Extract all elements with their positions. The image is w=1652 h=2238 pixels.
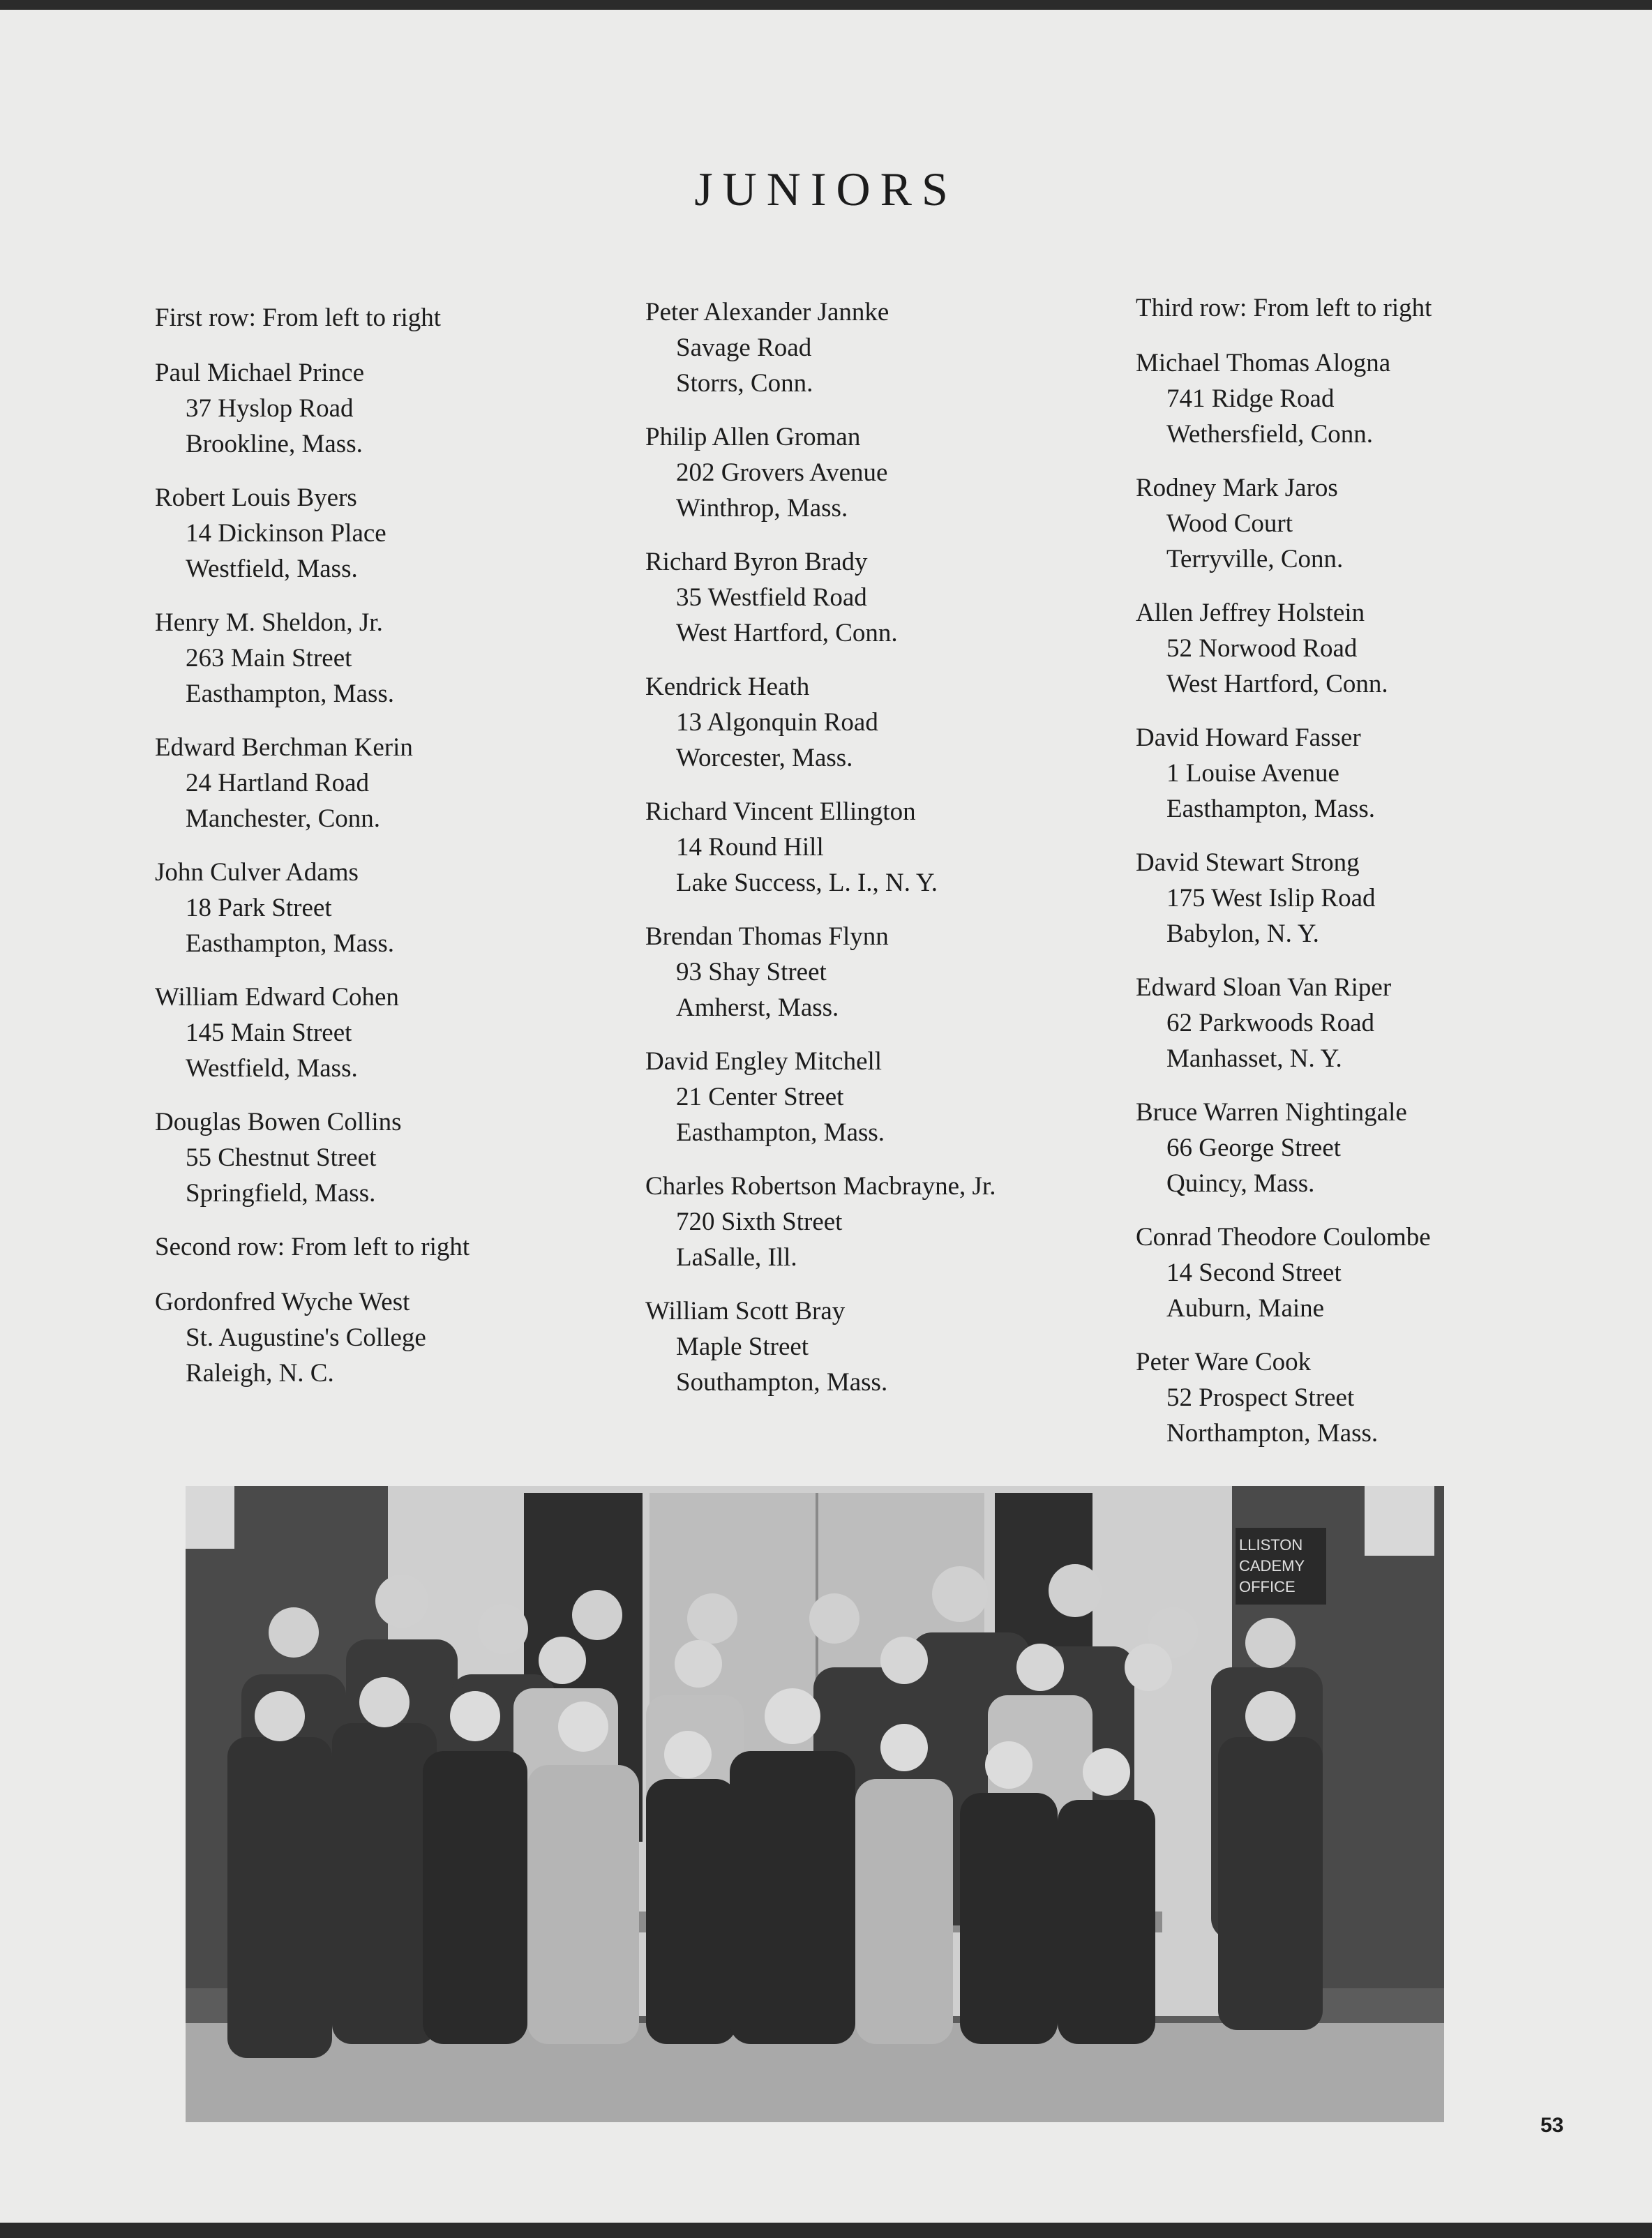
student-street: St. Augustine's College xyxy=(186,1323,426,1352)
student-city: Southampton, Mass. xyxy=(676,1368,888,1397)
student-city: Easthampton, Mass. xyxy=(186,929,395,958)
student-street: 13 Algonquin Road xyxy=(676,708,878,737)
student-name: William Edward Cohen xyxy=(155,983,399,1012)
student-entry xyxy=(1136,1344,1610,1451)
student-name: Peter Ware Cook xyxy=(1136,1348,1312,1376)
page-number: 53 xyxy=(1540,2114,1564,2137)
student-name: Richard Byron Brady xyxy=(645,548,868,576)
student-name: Edward Sloan Van Riper xyxy=(1136,973,1392,1002)
roster-column-2 xyxy=(645,294,1120,1418)
student-city: Westfield, Mass. xyxy=(186,1054,358,1083)
student-name: Brendan Thomas Flynn xyxy=(645,922,889,951)
student-street: 202 Grovers Avenue xyxy=(676,458,888,487)
student-entry xyxy=(155,855,629,961)
student-street: 1 Louise Avenue xyxy=(1166,759,1339,788)
student-city: Storrs, Conn. xyxy=(676,369,813,398)
student-name: William Scott Bray xyxy=(645,1297,846,1325)
student-name: Kendrick Heath xyxy=(645,673,810,701)
yearbook-page xyxy=(0,10,1652,2223)
student-name: Robert Louis Byers xyxy=(155,483,357,512)
student-city: Raleigh, N. C. xyxy=(186,1359,334,1388)
student-street: 52 Norwood Road xyxy=(1166,634,1358,663)
student-name: Paul Michael Prince xyxy=(155,359,365,387)
student-entry xyxy=(645,544,1120,651)
student-entry xyxy=(1136,1219,1610,1326)
student-city: Terryville, Conn. xyxy=(1166,545,1344,573)
page-title: JUNIORS xyxy=(694,163,958,216)
student-entry xyxy=(645,294,1120,401)
student-entry xyxy=(645,1169,1120,1275)
student-street: 14 Dickinson Place xyxy=(186,519,386,548)
student-name: Bruce Warren Nightingale xyxy=(1136,1098,1407,1127)
student-name: John Culver Adams xyxy=(155,858,359,887)
student-street: 14 Second Street xyxy=(1166,1259,1342,1287)
student-entry xyxy=(1136,345,1610,452)
student-name: Edward Berchman Kerin xyxy=(155,733,413,762)
student-city: Manchester, Conn. xyxy=(186,804,381,833)
student-entry xyxy=(1136,595,1610,702)
roster-column-3 xyxy=(1136,290,1610,1469)
group-photo-illustration xyxy=(186,1486,1444,2122)
student-street: 66 George Street xyxy=(1166,1134,1342,1162)
student-entry xyxy=(155,730,629,836)
student-street: 52 Prospect Street xyxy=(1166,1383,1355,1412)
student-street: Wood Court xyxy=(1166,509,1293,538)
student-entry xyxy=(1136,470,1610,577)
student-name: Rodney Mark Jaros xyxy=(1136,474,1338,502)
student-entry xyxy=(1136,970,1610,1076)
student-name: Conrad Theodore Coulombe xyxy=(1136,1223,1431,1252)
student-entry xyxy=(155,1284,629,1391)
student-street: 37 Hyslop Road xyxy=(186,394,354,423)
student-city: Babylon, N. Y. xyxy=(1166,919,1319,948)
student-entry xyxy=(155,480,629,587)
student-city: Easthampton, Mass. xyxy=(186,679,395,708)
student-street: 35 Westfield Road xyxy=(676,583,867,612)
student-city: Springfield, Mass. xyxy=(186,1179,376,1208)
row-heading: Third row: From left to right xyxy=(1136,294,1432,322)
student-entry xyxy=(155,355,629,462)
student-city: Auburn, Maine xyxy=(1166,1294,1325,1323)
student-street: 720 Sixth Street xyxy=(676,1208,843,1236)
student-street: 263 Main Street xyxy=(186,644,352,673)
student-city: Amherst, Mass. xyxy=(676,993,839,1022)
student-street: 93 Shay Street xyxy=(676,958,827,986)
student-entry xyxy=(1136,845,1610,952)
student-city: Easthampton, Mass. xyxy=(676,1118,885,1147)
student-street: 62 Parkwoods Road xyxy=(1166,1009,1375,1037)
student-city: Westfield, Mass. xyxy=(186,555,358,583)
student-city: Winthrop, Mass. xyxy=(676,494,848,523)
student-name: Michael Thomas Alogna xyxy=(1136,349,1391,377)
sign-line-2: CADEMY xyxy=(1239,1557,1305,1575)
student-name: Charles Robertson Macbrayne, Jr. xyxy=(645,1172,996,1201)
sign-line-3: OFFICE xyxy=(1239,1578,1296,1595)
sign-line-1: LLISTON xyxy=(1239,1536,1303,1554)
student-street: 741 Ridge Road xyxy=(1166,384,1335,413)
student-city: Worcester, Mass. xyxy=(676,744,853,772)
student-entry xyxy=(155,605,629,712)
student-entry xyxy=(1136,1095,1610,1201)
student-city: Quincy, Mass. xyxy=(1166,1169,1315,1198)
student-street: 175 West Islip Road xyxy=(1166,884,1376,913)
student-entry xyxy=(645,1044,1120,1150)
student-street: 21 Center Street xyxy=(676,1083,844,1111)
student-city: Lake Success, L. I., N. Y. xyxy=(676,869,938,897)
student-entry xyxy=(645,794,1120,901)
student-name: Allen Jeffrey Holstein xyxy=(1136,599,1365,627)
student-street: Maple Street xyxy=(676,1332,809,1361)
student-city: Wethersfield, Conn. xyxy=(1166,420,1374,449)
class-group-photo xyxy=(186,1486,1444,2122)
student-street: Savage Road xyxy=(676,333,812,362)
student-entry xyxy=(645,419,1120,526)
student-name: Richard Vincent Ellington xyxy=(645,797,916,826)
student-entry xyxy=(1136,720,1610,827)
student-street: 55 Chestnut Street xyxy=(186,1143,377,1172)
student-name: David Stewart Strong xyxy=(1136,848,1360,877)
student-entry xyxy=(645,1293,1120,1400)
student-name: David Engley Mitchell xyxy=(645,1047,883,1076)
student-city: Northampton, Mass. xyxy=(1166,1419,1379,1448)
student-entry xyxy=(155,1104,629,1211)
student-name: Henry M. Sheldon, Jr. xyxy=(155,608,383,637)
student-name: Peter Alexander Jannke xyxy=(645,298,889,326)
student-name: Gordonfred Wyche West xyxy=(155,1288,410,1316)
student-street: 145 Main Street xyxy=(186,1019,352,1047)
student-street: 18 Park Street xyxy=(186,894,332,922)
roster-column-1 xyxy=(155,300,629,1409)
student-city: Brookline, Mass. xyxy=(186,430,363,458)
student-name: Philip Allen Groman xyxy=(645,423,861,451)
student-street: 14 Round Hill xyxy=(676,833,824,862)
student-city: Easthampton, Mass. xyxy=(1166,795,1376,823)
student-name: Douglas Bowen Collins xyxy=(155,1108,402,1136)
student-city: West Hartford, Conn. xyxy=(676,619,898,647)
student-city: West Hartford, Conn. xyxy=(1166,670,1388,698)
student-entry xyxy=(155,979,629,1086)
student-entry xyxy=(645,919,1120,1026)
row-heading: Second row: From left to right xyxy=(155,1233,470,1261)
student-name: David Howard Fasser xyxy=(1136,723,1361,752)
student-entry xyxy=(645,669,1120,776)
student-city: Manhasset, N. Y. xyxy=(1166,1044,1342,1073)
student-city: LaSalle, Ill. xyxy=(676,1243,797,1272)
student-street: 24 Hartland Road xyxy=(186,769,370,797)
row-heading: First row: From left to right xyxy=(155,303,442,332)
